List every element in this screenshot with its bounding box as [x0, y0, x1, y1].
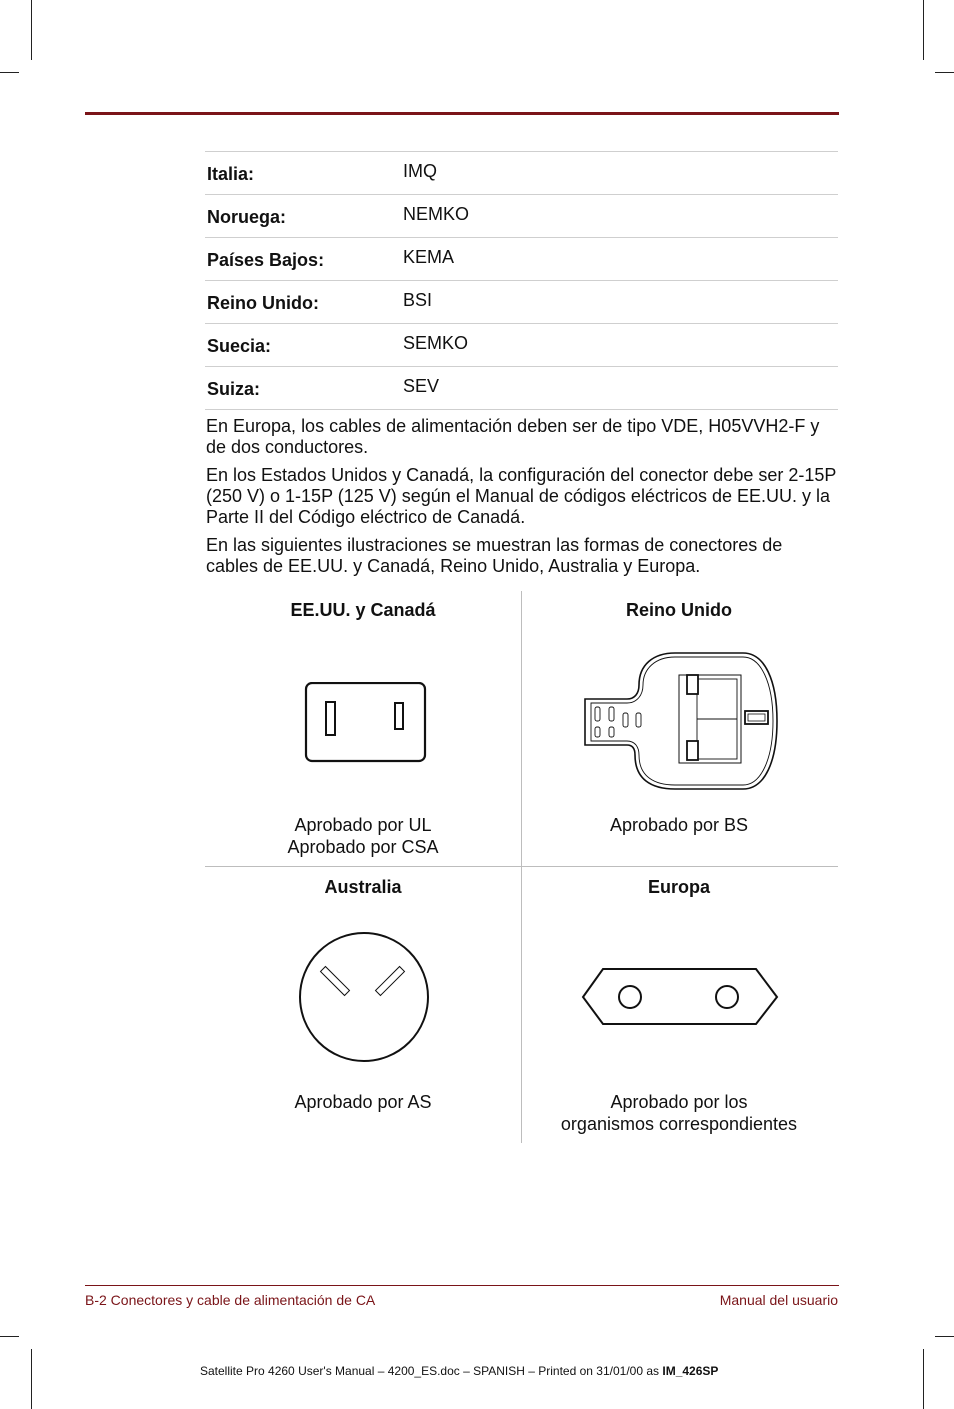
plug-title-au: Australia [324, 877, 402, 897]
plug-title-us: EE.UU. y Canadá [290, 600, 436, 620]
plug-note-eu [521, 1091, 837, 1135]
plug-note-us-line2: Aprobado por CSA [287, 837, 439, 857]
plug-note-us [205, 814, 521, 858]
footer-rule [85, 1285, 839, 1286]
print-info-code: IM_426SP [662, 1364, 719, 1378]
plug-note-uk-line1: Aprobado por BS [609, 815, 749, 835]
agency-cell: BSI [401, 281, 838, 324]
plug-title-uk: Reino Unido [626, 600, 732, 620]
plug-grid [205, 591, 838, 1143]
crop-mark-bottom-left-horizontal [0, 1336, 19, 1337]
plug-note-au [205, 1091, 521, 1113]
plug-note-eu-line2: organismos correspondientes [560, 1114, 798, 1134]
paragraph-illustrations: En las siguientes ilustraciones se muestran las formas de conectores de cables de EE.UU. y Canadá, Reino Unido, Australia y Europa. [206, 535, 783, 576]
plug-note-us-line1: Aprobado por UL [294, 815, 432, 835]
eu-plug-icon [581, 967, 779, 1027]
country-cell: Países Bajos: [205, 238, 401, 281]
country-cell: Noruega: [205, 195, 401, 238]
table-row [205, 367, 838, 410]
agency-cell: IMQ [401, 152, 838, 195]
agency-table [205, 151, 838, 410]
crop-mark-bottom-right-horizontal [935, 1336, 954, 1337]
agency-cell: SEV [401, 367, 838, 410]
uk-plug-icon [583, 651, 779, 793]
plug-note-uk [521, 814, 837, 836]
print-info [200, 1364, 718, 1378]
crop-mark-top-left-horizontal [0, 72, 19, 73]
agency-cell: KEMA [401, 238, 838, 281]
plug-note-au-line1: Aprobado por AS [294, 1092, 432, 1112]
paragraph-europe-cables: En Europa, los cables de alimentación deben ser de tipo VDE, H05VVH2-F y de dos conductores. [206, 416, 820, 457]
table-row [205, 324, 838, 367]
table-row [205, 152, 838, 195]
crop-mark-top-right-horizontal [935, 72, 954, 73]
print-info-text: Satellite Pro 4260 User's Manual – 4200_ES.doc – SPANISH – Printed on 31/01/00 as [200, 1364, 663, 1378]
agency-cell: NEMKO [401, 195, 838, 238]
plug-note-eu-line1: Aprobado por los [610, 1092, 748, 1112]
country-cell: Reino Unido: [205, 281, 401, 324]
agency-cell: SEMKO [401, 324, 838, 367]
crop-mark-bottom-left-vertical [31, 1349, 32, 1409]
table-row [205, 281, 838, 324]
crop-mark-bottom-right-vertical [923, 1349, 924, 1409]
footer-right: Manual del usuario [719, 1292, 838, 1308]
country-cell: Suiza: [205, 367, 401, 410]
us-plug-icon [304, 682, 428, 764]
crop-mark-top-left-vertical [31, 0, 32, 60]
paragraph-us-canada-config: En los Estados Unidos y Canadá, la configuración del conector debe ser 2-15P (250 V) o 1-15P (125 V) según el Manual de códigos eléctricos de EE.UU. y la Parte II del Código eléctrico de Canadá. [206, 465, 837, 527]
header-rule [85, 112, 839, 115]
grid-divider-vertical [521, 591, 522, 1143]
table-row [205, 238, 838, 281]
footer-left: B-2 Conectores y cable de alimentación de CA [85, 1292, 376, 1308]
grid-divider-horizontal [205, 866, 838, 867]
table-row [205, 195, 838, 238]
country-cell: Italia: [205, 152, 401, 195]
plug-title-eu: Europa [647, 877, 710, 897]
au-plug-icon [298, 931, 430, 1063]
country-cell: Suecia: [205, 324, 401, 367]
crop-mark-top-right-vertical [923, 0, 924, 60]
